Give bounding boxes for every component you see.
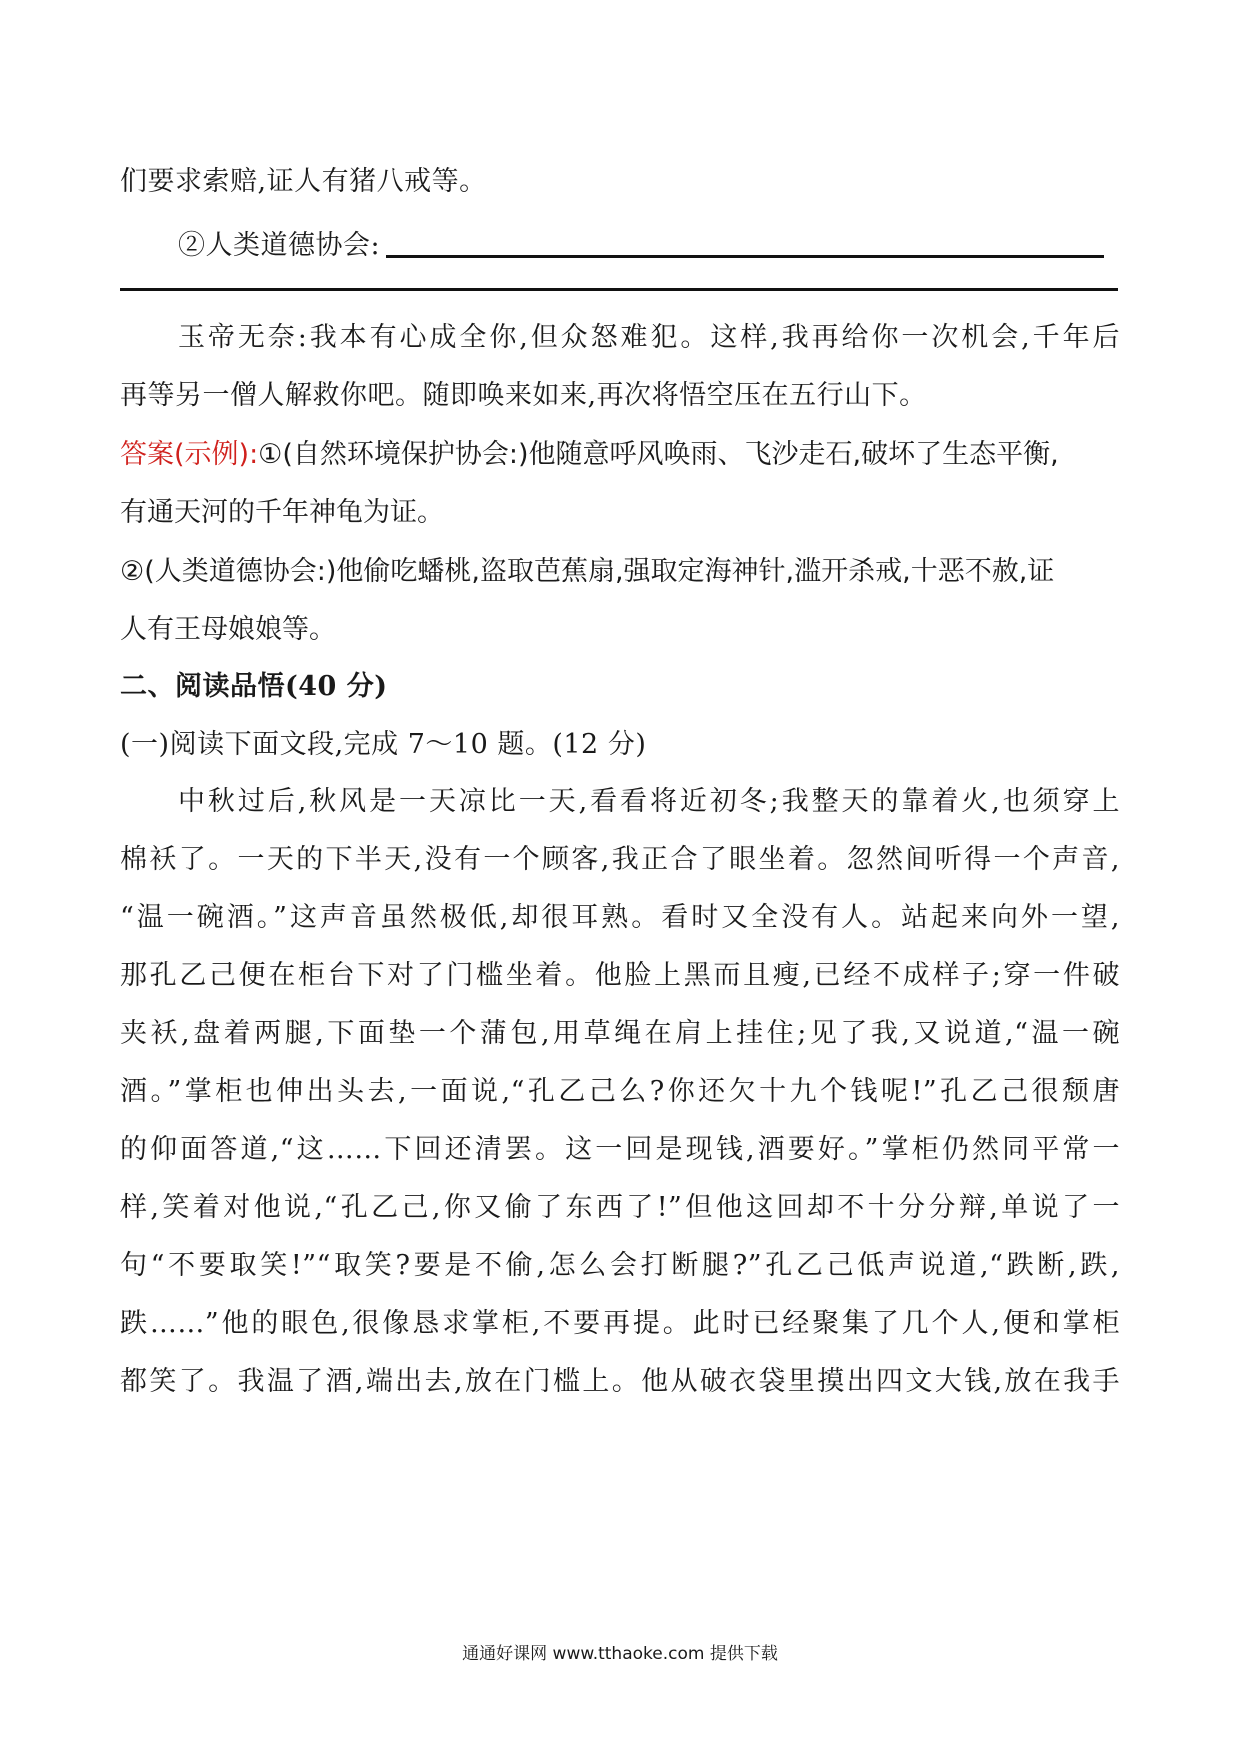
passage-line: 句“不要取笑!”“取笑?要是不偷,怎么会打断腿?”孔乙己低声说道,“跌断,跌, — [120, 1250, 1120, 1281]
answer-label: 答案(示例): — [120, 439, 259, 470]
fill-blank-line-1: 们要求索赔,证人有猪八戒等。 — [120, 166, 487, 197]
passage-line: 的仰面答道,“这……下回还清罢。这一回是现钱,酒要好。”掌柜仍然同平常一 — [120, 1134, 1120, 1165]
passage-line: 夹袄,盘着两腿,下面垫一个蒲包,用草绳在肩上挂住;见了我,又说道,“温一碗 — [120, 1018, 1120, 1049]
passage-line: 样,笑着对他说,“孔乙己,你又偷了东西了!”但他这回却不十分分辩,单说了一 — [120, 1192, 1120, 1223]
story-line-2: 再等另一僧人解救你吧。随即唤来如来,再次将悟空压在五行山下。 — [120, 380, 927, 411]
fill-blank-label-2: ②人类道德协会: — [178, 230, 381, 261]
fill-blank-item-2 — [178, 225, 1120, 266]
story-line-1: 玉帝无奈:我本有心成全你,但众怒难犯。这样,我再给你一次机会,千年后 — [178, 322, 1120, 353]
answer-line-3: ②(人类道德协会:)他偷吃蟠桃,盗取芭蕉扇,强取定海神针,滥开杀戒,十恶不赦,证 — [120, 556, 1055, 587]
passage-line: 酒。”掌柜也伸出头去,一面说,“孔乙己么?你还欠十九个钱呢!”孔乙己很颓唐 — [120, 1076, 1120, 1107]
section-heading: 二、阅读品悟(40 分) — [120, 671, 388, 702]
answer-blank-line — [386, 225, 1104, 258]
page-footer: 通通好课网 www.tthaoke.com 提供下载 — [462, 1644, 778, 1664]
passage-line: 都笑了。我温了酒,端出去,放在门槛上。他从破衣袋里摸出四文大钱,放在我手 — [120, 1366, 1120, 1397]
answer-line-2: 有通天河的千年神龟为证。 — [120, 497, 444, 528]
passage-line: 棉袄了。一天的下半天,没有一个顾客,我正合了眼坐着。忽然间听得一个声音, — [120, 844, 1120, 875]
passage-line: 中秋过后,秋风是一天凉比一天,看看将近初冬;我整天的靠着火,也须穿上 — [178, 786, 1120, 817]
passage-line: 那孔乙己便在柜台下对了门槛坐着。他脸上黑而且瘦,已经不成样子;穿一件破 — [120, 960, 1120, 991]
answer-blank-line-2 — [120, 288, 1118, 291]
answer-text-1: ①(自然环境保护协会:)他随意呼风唤雨、飞沙走石,破坏了生态平衡, — [258, 439, 1059, 470]
answer-line-4: 人有王母娘娘等。 — [120, 614, 336, 645]
answer-line-1 — [120, 435, 1120, 475]
passage-line: 跌……”他的眼色,很像恳求掌柜,不要再提。此时已经聚集了几个人,便和掌柜 — [120, 1308, 1120, 1339]
passage-line: “温一碗酒。”这声音虽然极低,却很耳熟。看时又全没有人。站起来向外一望, — [120, 902, 1120, 933]
section-subheading: (一)阅读下面文段,完成 7～10 题。(12 分) — [120, 729, 647, 760]
